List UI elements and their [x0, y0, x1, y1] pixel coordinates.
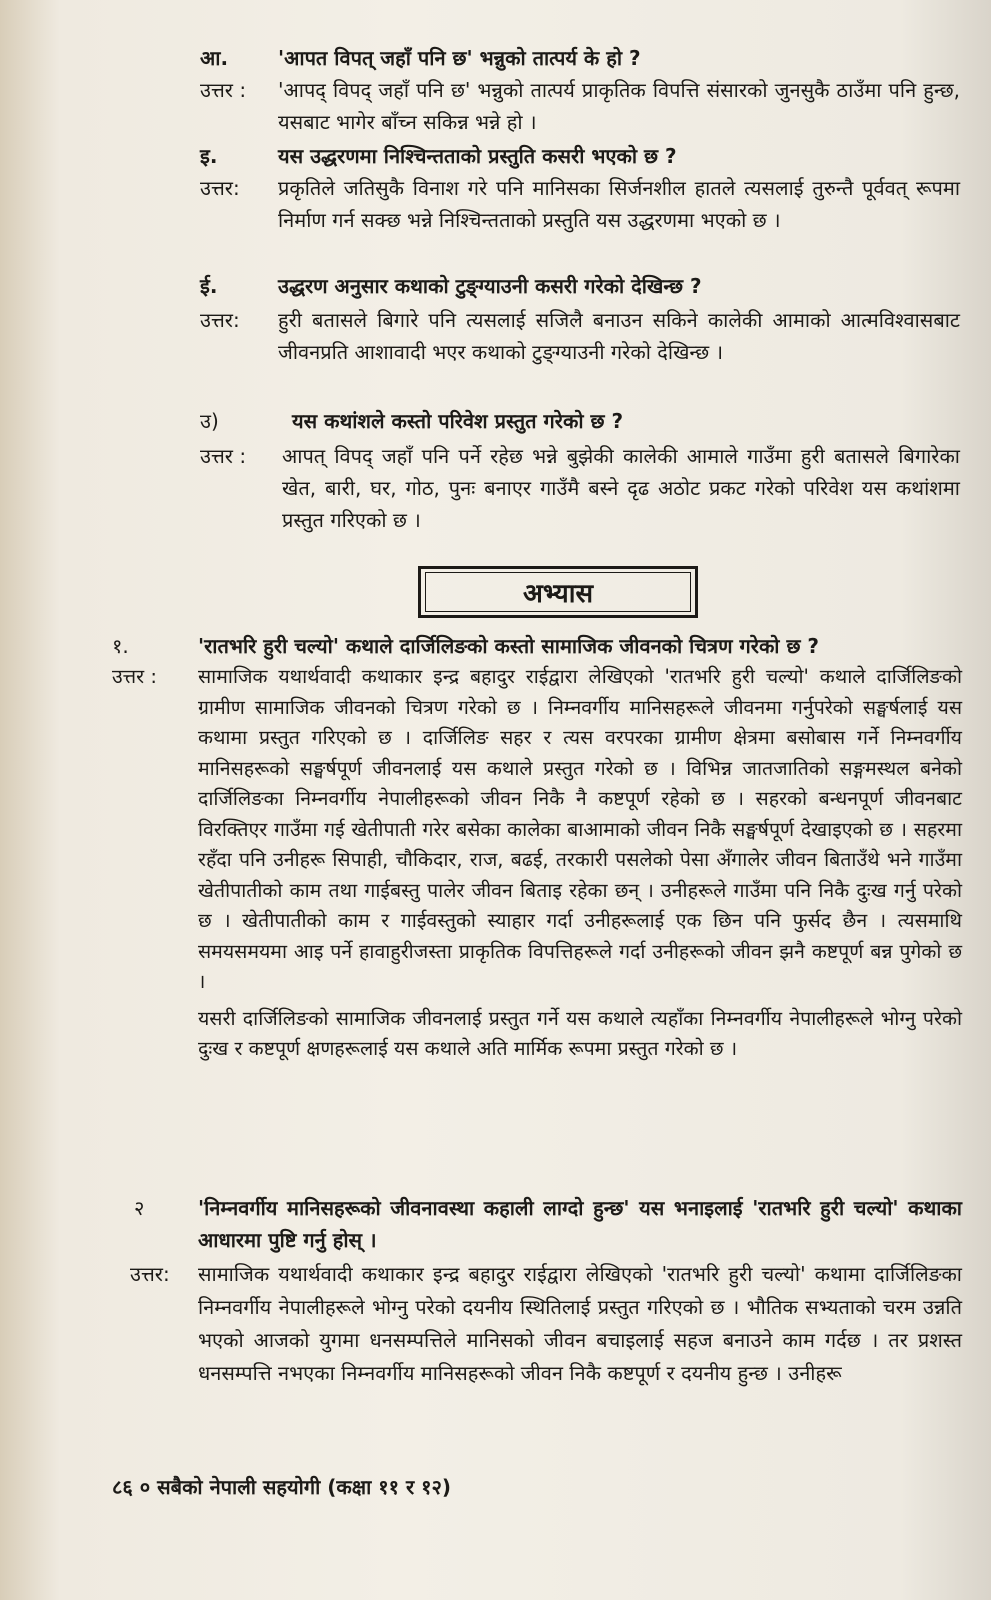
exercise-marker: १.	[112, 634, 129, 658]
qa-answer-aa	[200, 74, 960, 138]
item-marker: ई.	[200, 274, 218, 298]
item-question: यस कथांशले कस्तो परिवेश प्रस्तुत गरेको छ ?	[292, 409, 624, 433]
answer-text: 'आपद् विपद् जहाँ पनि छ' भन्नुको तात्पर्य प्राकृतिक विपत्ति संसारको जुनसुकै ठाउँमा पनि हुन्छ, यसबाट भागेर बाँच्न सकिन्न भन्ने हो ।	[278, 78, 960, 134]
item-question: यस उद्धरणमा निश्चिन्तताको प्रस्तुति कसरी भएको छ ?	[278, 144, 677, 168]
qa-item-aa	[200, 42, 960, 74]
answer-marker: उत्तर:	[200, 308, 240, 332]
exercise-1-answer	[112, 662, 962, 1065]
answer-marker: उत्तर :	[200, 444, 247, 468]
section-heading: अभ्यास	[425, 572, 691, 612]
answer-text: प्रकृतिले जतिसुकै विनाश गरे पनि मानिसका सिर्जनशील हातले त्यसलाई तुरुन्तै पूर्ववत् रूपमा निर्माण गर्न सक्छ भन्ने निश्चिन्तताको प्रस्तुति यस उद्धरणमा भएको छ ।	[278, 176, 960, 232]
qa-item-u	[200, 405, 960, 437]
qa-item-ii	[200, 270, 960, 302]
answer-text: हुरी बतासले बिगारे पनि त्यसलाई सजिलै बनाउन सकिने कालेकी आमाको आत्मविश्वासबाट जीवनप्रति आशावादी भएर कथाको टुङ्ग्याउनी गरेको देखिन्छ ।	[278, 308, 960, 364]
item-question: उद्धरण अनुसार कथाको टुङ्ग्याउनी कसरी गरेको देखिन्छ ?	[278, 274, 702, 298]
answer-paragraph-1: सामाजिक यथार्थवादी कथाकार इन्द्र बहादुर राईद्वारा लेखिएको 'रातभरि हुरी चल्यो' कथाले दार्जिलिङको ग्रामीण सामाजिक जीवनको चित्रण गरेको छ । निम्नवर्गीय मानिसहरूले जीवनमा गर्नुपरेको सङ्घर्षलाई यस कथामा प्रस्तुत गरिएको छ । दार्जिलिङ सहर र त्यस वरपरका ग्रामीण क्षेत्रमा बसोबास गर्ने निम्नवर्गीय मानिसहरूको सङ्घर्षपूर्ण जीवनलाई यस कथाले प्रस्तुत गरेको छ । विभिन्न जातजातिको सङ्गमस्थल बनेको दार्जिलिङका निम्नवर्गीय नेपालीहरूको जीवन निकै नै कष्टपूर्ण रहेको छ । सहरको बन्धनपूर्ण जीवनबाट विरक्तिएर गाउँमा गई खेतीपाती गरेर बसेका कालेका बाआमाको जीवन निकै सङ्घर्षपूर्ण देखाइएको छ । सहरमा रहँदा पनि उनीहरू सिपाही, चौकिदार, राज, बढई, तरकारी पसलेको पेसा अँगालेर जीवन बिताउँथे भने गाउँमा खेतीपातीको काम तथा गाईबस्तु पालेर जीवन बिताइ रहेका छन् । उनीहरूले गाउँमा पनि निकै दुःख गर्नु परेको छ । खेतीपातीको काम र गाईवस्तुको स्याहार गर्दा उनीहरूलाई एक छिन पनि फुर्सद छैन । त्यसमाथि समयसमयमा आइ पर्ने हावाहुरीजस्ता प्राकृतिक विपत्तिहरूले गर्दा उनीहरूको जीवन झनै कष्टपूर्ण बन्न पुगेको छ ।	[198, 665, 962, 993]
exercise-2-answer	[112, 1258, 962, 1390]
exercise-marker: २	[134, 1196, 145, 1220]
page-footer: ८६ ० सबैको नेपाली सहयोगी (कक्षा ११ र १२)	[112, 1475, 452, 1499]
qa-answer-u	[200, 440, 960, 536]
exercise-1-question	[112, 630, 962, 662]
exercise-question-text: 'रातभरि हुरी चल्यो' कथाले दार्जिलिङको कस्तो सामाजिक जीवनको चित्रण गरेको छ ?	[198, 634, 820, 658]
item-marker: उ)	[200, 409, 219, 433]
answer-text: आपत् विपद् जहाँ पनि पर्ने रहेछ भन्ने बुझेकी कालेकी आमाले गाउँमा हुरी बतासले बिगारेका खेत, बारी, घर, गोठ, पुनः बनाएर गाउँमै बस्ने दृढ अठोट प्रकट गरेको परिवेश यस कथांशमा प्रस्तुत गरिएको छ ।	[282, 444, 960, 532]
section-heading-box	[418, 566, 698, 618]
answer-marker: उत्तर:	[200, 176, 240, 200]
answer-paragraph-2: यसरी दार्जिलिङको सामाजिक जीवनलाई प्रस्तुत गर्ने यस कथाले त्यहाँका निम्नवर्गीय नेपालीहरूले भोग्नु परेको दुःख र कष्टपूर्ण क्षणहरूलाई यस कथाले अति मार्मिक रूपमा प्रस्तुत गरेको छ ।	[198, 1006, 962, 1060]
exercise-2-question	[112, 1192, 962, 1256]
item-question: 'आपत विपत् जहाँ पनि छ' भन्नुको तात्पर्य के हो ?	[278, 46, 641, 70]
qa-answer-ii	[200, 304, 960, 368]
exercise-question-text: 'निम्नवर्गीय मानिसहरूको जीवनावस्था कहाली लाग्दो हुन्छ' यस भनाइलाई 'रातभरि हुरी चल्यो' कथाका आधारमा पुष्टि गर्नु होस् ।	[198, 1196, 962, 1252]
answer-marker: उत्तर :	[112, 665, 157, 688]
qa-item-i	[200, 140, 960, 172]
qa-answer-i	[200, 172, 960, 236]
item-marker: आ.	[200, 46, 229, 70]
item-marker: इ.	[200, 144, 218, 168]
answer-marker: उत्तर:	[130, 1262, 170, 1286]
answer-marker: उत्तर :	[200, 78, 247, 102]
answer-paragraph-1: सामाजिक यथार्थवादी कथाकार इन्द्र बहादुर राईद्वारा लेखिएको 'रातभरि हुरी चल्यो' कथामा दार्जिलिङका निम्नवर्गीय नेपालीहरूले भोग्नु परेको दयनीय स्थितिलाई प्रस्तुत गरिएको छ । भौतिक सभ्यताको चरम उन्नति भएको आजको युगमा धनसम्पत्तिले मानिसको जीवन बचाइलाई सहज बनाउने काम गर्दछ । तर प्रशस्त धनसम्पत्ति नभएका निम्नवर्गीय मानिसहरूको जीवन निकै कष्टपूर्ण र दयनीय हुन्छ । उनीहरू	[198, 1262, 962, 1385]
